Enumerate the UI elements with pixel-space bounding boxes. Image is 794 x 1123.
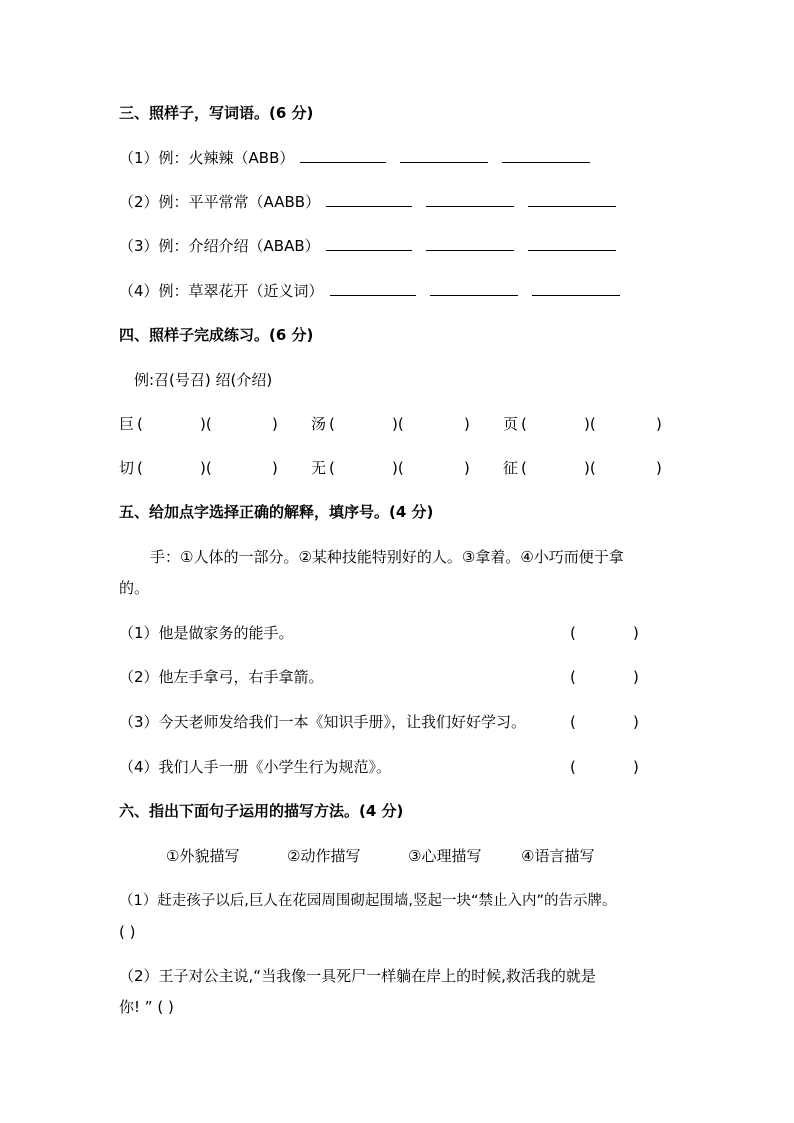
char-ju: 巨	[119, 415, 135, 433]
section-4-example: 例:召(号召) 绍(介绍)	[134, 371, 273, 389]
section-3-item-3	[119, 236, 616, 256]
option-2: ②动作描写	[287, 847, 361, 865]
answer-blank[interactable]	[300, 148, 386, 163]
paren-mid: )(	[392, 415, 404, 433]
answer-paren-open: (	[570, 758, 576, 776]
paren-open: (	[329, 415, 335, 433]
answer-blank[interactable]	[430, 281, 518, 296]
answer-blank[interactable]	[330, 281, 416, 296]
answer-paren-open: (	[570, 713, 576, 731]
char-qie: 切	[119, 459, 135, 477]
section-4-heading: 四、照样子完成练习。(6 分)	[119, 326, 314, 344]
definition-line-1: 手：①人体的一部分。②某种技能特别好的人。③拿着。④小巧而便于拿	[150, 548, 624, 566]
section-5-item-4: （4）我们人手一册《小学生行为规范》。	[119, 758, 392, 776]
answer-blank[interactable]	[426, 192, 514, 207]
section-5-item-2: （2）他左手拿弓，右手拿箭。	[119, 668, 324, 686]
answer-paren-close: )	[633, 624, 639, 642]
option-3: ③心理描写	[408, 847, 482, 865]
paren-close: )	[656, 459, 662, 477]
section-6-item-1-line-2: ( )	[119, 923, 136, 941]
char-tang: 汤	[311, 415, 327, 433]
paren-close: )	[272, 415, 278, 433]
answer-paren-close: )	[633, 713, 639, 731]
section-3-item-1	[119, 148, 590, 168]
paren-open: (	[329, 459, 335, 477]
answer-blank[interactable]	[400, 148, 488, 163]
paren-open: (	[137, 459, 143, 477]
paren-mid: )(	[584, 415, 596, 433]
char-zheng: 征	[503, 459, 519, 477]
section-6-item-1-line-1: （1）赶走孩子以后,巨人在花园周围砌起围墙,竖起一块“禁止入内”的告示牌。	[119, 893, 617, 909]
answer-blank[interactable]	[326, 192, 412, 207]
answer-paren-open: (	[570, 668, 576, 686]
paren-mid: )(	[200, 415, 212, 433]
paren-close: )	[656, 415, 662, 433]
paren-close: )	[464, 415, 470, 433]
definition-line-2: 的。	[119, 579, 150, 597]
paren-mid: )(	[584, 459, 596, 477]
answer-blank[interactable]	[528, 236, 616, 251]
answer-paren-close: )	[633, 758, 639, 776]
item-label: （3）例：介绍介绍（ABAB）	[119, 237, 320, 255]
section-6-item-2-line-2: 你! ” ( )	[119, 998, 174, 1016]
paren-mid: )(	[392, 459, 404, 477]
item-label: （1）例：火辣辣（ABB）	[119, 149, 295, 167]
section-3-item-4	[119, 281, 620, 301]
paren-close: )	[272, 459, 278, 477]
char-ye: 页	[503, 415, 519, 433]
answer-blank[interactable]	[326, 236, 412, 251]
item-label: （2）例：平平常常（AABB）	[119, 193, 321, 211]
paren-open: (	[521, 459, 527, 477]
section-5-item-1: （1）他是做家务的能手。	[119, 624, 294, 642]
section-5-heading: 五、给加点字选择正确的解释，填序号。(4 分)	[119, 503, 434, 521]
item-label: （4）例：草翠花开（近义词）	[119, 282, 324, 300]
section-6-item-2-line-1: （2）王子对公主说,“当我像一具死尸一样躺在岸上的时候,救活我的就是	[119, 967, 596, 985]
answer-blank[interactable]	[528, 192, 616, 207]
option-4: ④语言描写	[521, 847, 595, 865]
answer-paren-open: (	[570, 624, 576, 642]
paren-open: (	[137, 415, 143, 433]
section-3-heading: 三、照样子，写词语。(6 分)	[119, 104, 314, 122]
section-6-heading: 六、指出下面句子运用的描写方法。(4 分)	[119, 802, 404, 820]
answer-blank[interactable]	[502, 148, 590, 163]
answer-blank[interactable]	[532, 281, 620, 296]
section-5-item-3: （3）今天老师发给我们一本《知识手册》，让我们好好学习。	[119, 713, 527, 731]
paren-mid: )(	[200, 459, 212, 477]
answer-paren-close: )	[633, 668, 639, 686]
option-1: ①外貌描写	[166, 847, 240, 865]
paren-open: (	[521, 415, 527, 433]
paren-close: )	[464, 459, 470, 477]
char-wu: 无	[311, 459, 327, 477]
answer-blank[interactable]	[426, 236, 514, 251]
section-3-item-2	[119, 192, 616, 212]
